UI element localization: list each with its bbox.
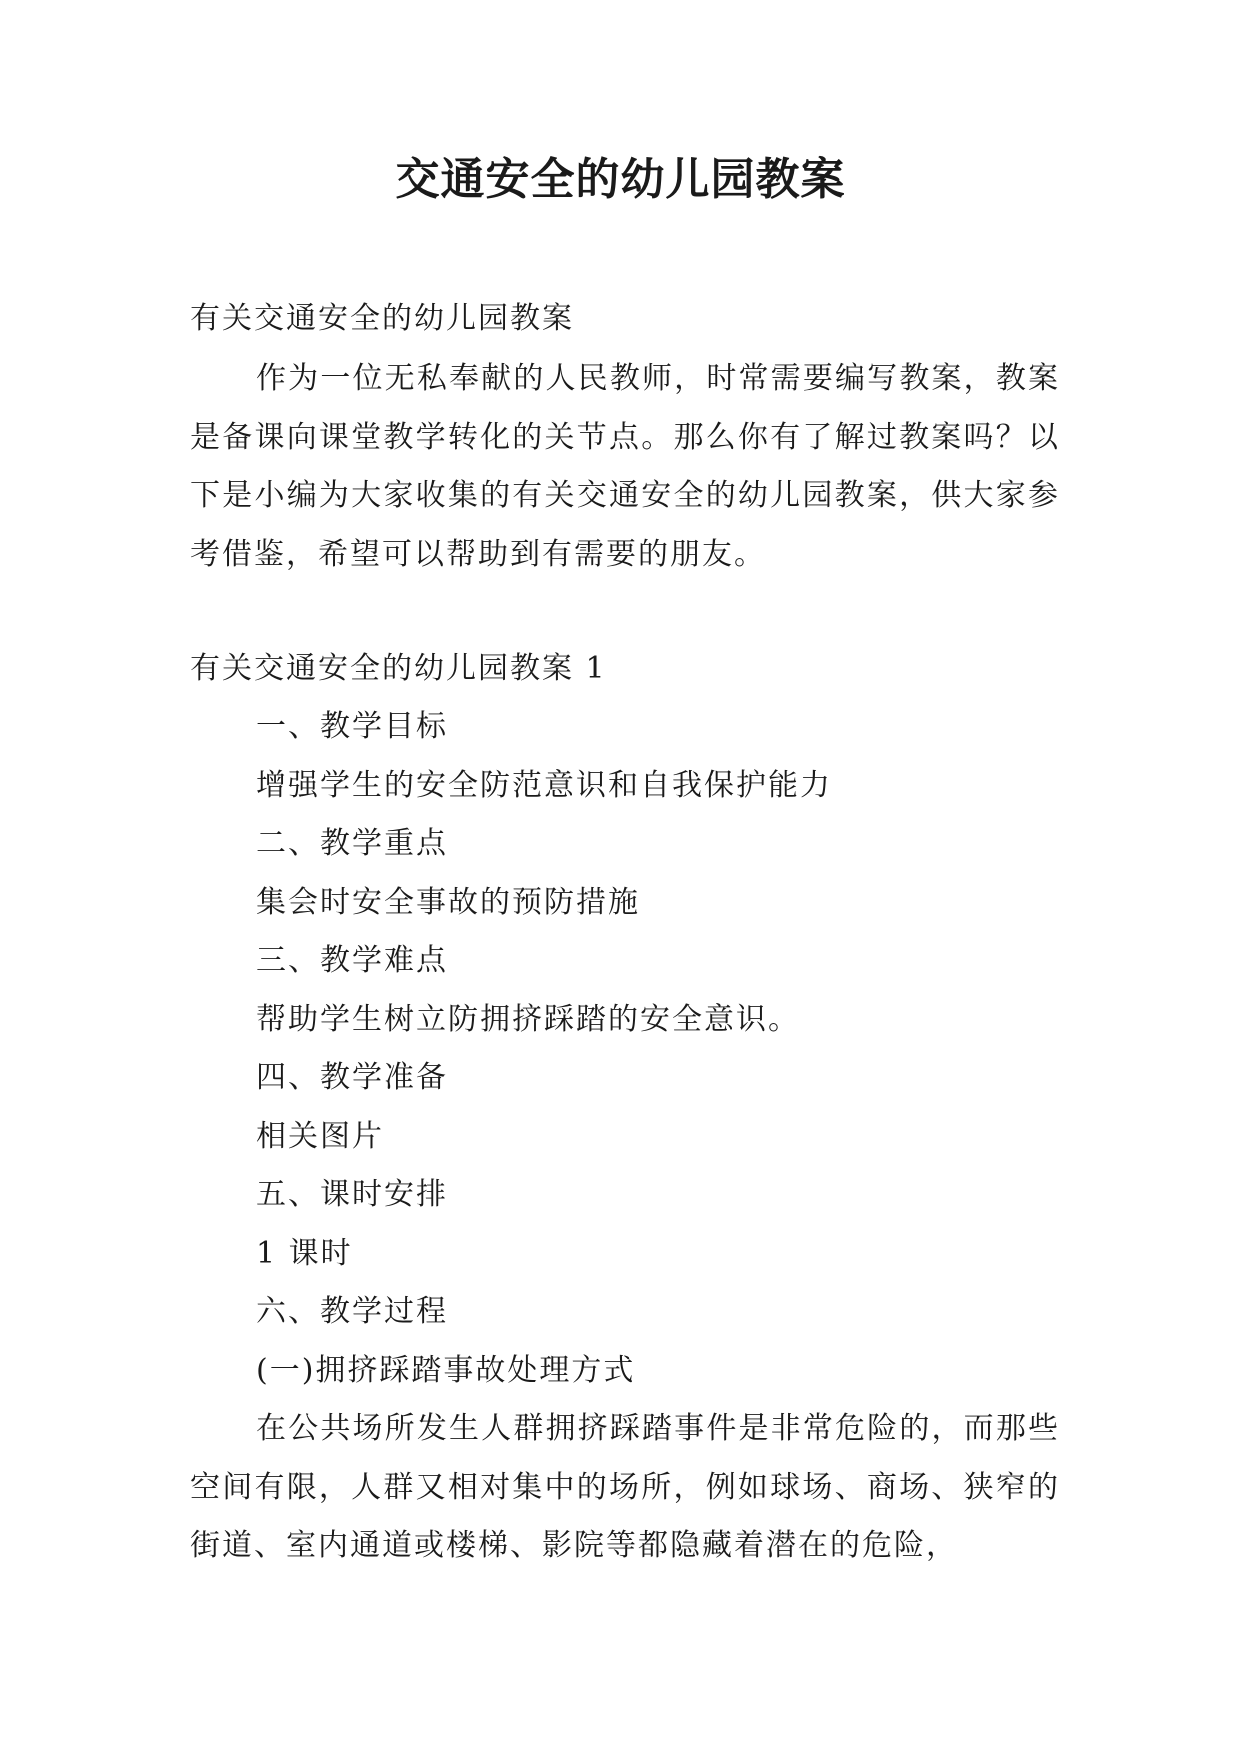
outline-item-schedule-heading: 五、课时安排 [256,1177,448,1212]
outline-item-difficulty: 帮助学生树立防拥挤踩踏的安全意识。 [256,1001,800,1037]
section-heading: 有关交通安全的幼儿园教案 1 [190,651,607,686]
document-title: 交通安全的幼儿园教案 [395,154,846,205]
intro-paragraph: 作为一位无私奉献的人民教师，时常需要编写教案，教案是备课向课堂教学转化的关节点。那么你有了解过教案吗？以下是小编为大家收集的有关交通安全的幼儿园教案，供大家参考借鉴，希望可以帮助到有需要的朋友。 [190,361,1060,572]
outline-item-focus: 集会时安全事故的预防措施 [256,884,640,920]
intro-heading: 有关交通安全的幼儿园教案 [190,301,574,336]
outline-item-focus-heading: 二、教学重点 [256,826,448,861]
lesson-outline [256,698,832,1400]
outline-item-process-heading: 六、教学过程 [256,1294,448,1329]
body-paragraph: 在公共场所发生人群拥挤踩踏事件是非常危险的，而那些空间有限，人群又相对集中的场所，例如球场、商场、狭窄的街道、室内通道或楼梯、影院等都隐藏着潜在的危险， [190,1411,1060,1563]
outline-item-objective-heading: 一、教学目标 [256,709,448,744]
outline-item-preparation-heading: 四、教学准备 [256,1060,448,1095]
outline-item-objective: 增强学生的安全防范意识和自我保护能力 [256,767,832,803]
outline-item-schedule: 1 课时 [256,1235,353,1271]
outline-item-difficulty-heading: 三、教学难点 [256,943,448,978]
outline-item-process-subheading: (一)拥挤踩踏事故处理方式 [256,1352,636,1388]
outline-item-preparation: 相关图片 [256,1118,384,1154]
